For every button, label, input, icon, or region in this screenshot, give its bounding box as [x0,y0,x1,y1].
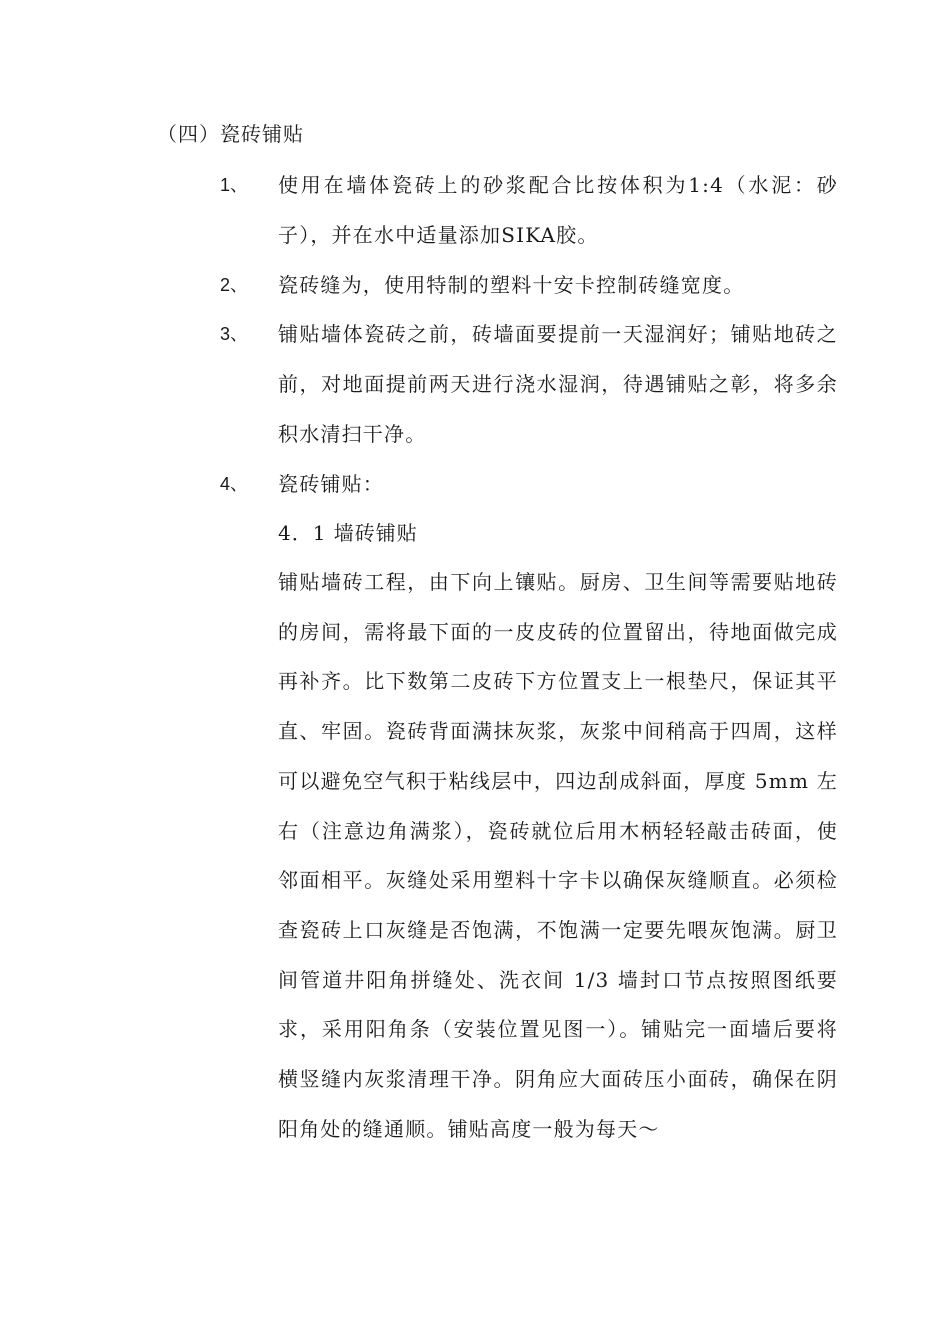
sub-section-title: 4．1 墙砖铺贴 [278,521,418,545]
list-item-number: 1、 [220,175,249,195]
section-title: （四）瓷砖铺贴 [157,122,304,146]
list-item-text: 铺贴墙体瓷砖之前，砖墙面要提前一天湿润好；铺贴地砖之前，对地面提前两天进行浇水湿润，待遇铺贴之彰，将多余积水清扫干净。 [278,322,838,446]
list-item-text: 瓷砖铺贴： [278,472,384,496]
list-item-text: 使用在墙体瓷砖上的砂浆配合比按体积为1:4（水泥：砂子），并在水中适量添加SIKA胶。 [278,173,838,247]
list-item-number: 3、 [220,324,249,344]
body-paragraph: 铺贴墙砖工程，由下向上镶贴。厨房、卫生间等需要贴地砖的房间，需将最下面的一皮皮砖的位置留出，待地面做完成再补齐。比下数第二皮砖下方位置支上一根垫尺，保证其平直、牢固。瓷砖背面满抹灰浆，灰浆中间稍高于四周，这样可以避免空气积于粘线层中，四边刮成斜面，厚度 5mm 左右（注意边角满浆），瓷砖就位后用木柄轻轻敲击砖面，使邻面相平。灰缝处采用塑料十字卡以确保灰缝顺直。必须检查瓷砖上口灰缝是否饱满，不饱满一定要先喂灰饱满。厨卫间管道井阳角拼缝处、洗衣间 1/3 墙封口节点按照图纸要求，采用阳角条（安装位置见图一）。铺贴完一面墙后要将横竖缝内灰浆清理干净。阴角应大面砖压小面砖，确保在阴阳角处的缝通顺。铺贴高度一般为每天～ [278,570,838,1141]
list-item-text: 瓷砖缝为，使用特制的塑料十安卡控制砖缝宽度。 [278,273,745,297]
list-item-number: 2、 [220,275,249,295]
list-item-number: 4、 [220,474,249,494]
